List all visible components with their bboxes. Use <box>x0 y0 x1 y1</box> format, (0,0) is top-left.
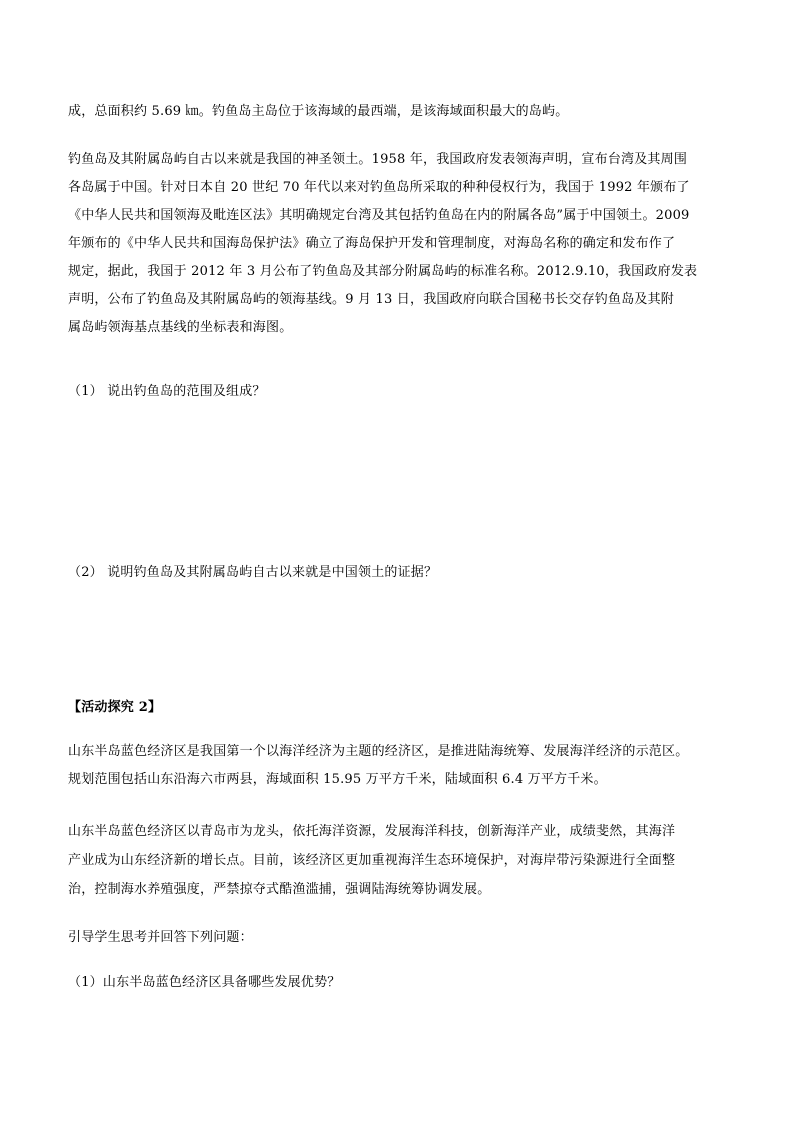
paragraph-2-line-5: 规定，据此，我国于 2012 年 3 月公布了钓鱼岛及其部分附属岛屿的标准名称。2012.9.10，我国政府发表 <box>68 264 698 279</box>
paragraph-2-line-2: 各岛属于中国。针对日本自 20 世纪 70 年代以来对钓鱼岛所采取的种种侵权行为，我国于 1992 年颁布了 <box>68 180 690 195</box>
paragraph-1-line-1: 成，总面积约 5.69 ㎞。钓鱼岛主岛位于该海域的最西端，是该海域面积最大的岛屿。 <box>68 104 569 119</box>
question-3: （1）山东半岛蓝色经济区具备哪些发展优势？ <box>68 975 341 990</box>
paragraph-4-line-2: 产业成为山东经济新的增长点。目前，该经济区更加重视海洋生态环境保护，对海岸带污染源进行全面整 <box>68 853 676 868</box>
guide-text: 引导学生思考并回答下列问题： <box>68 930 253 945</box>
paragraph-4-line-3: 治，控制海水养殖强度，严禁掠夺式酷渔滥捕，强调陆海统筹协调发展。 <box>68 882 491 897</box>
question-1: （1） 说出钓鱼岛的范围及组成？ <box>68 384 266 399</box>
paragraph-4-line-1: 山东半岛蓝色经济区以青岛市为龙头，依托海洋资源，发展海洋科技，创新海洋产业，成绩斐然，其海洋 <box>68 824 676 839</box>
paragraph-2-line-1: 钓鱼岛及其附属岛屿自古以来就是我国的神圣领土。1958 年，我国政府发表领海声明，宣布台湾及其周围 <box>68 152 688 167</box>
paragraph-2-line-4: 年颁布的《中华人民共和国海岛保护法》确立了海岛保护开发和管理制度，对海岛名称的确定和发布作了 <box>68 236 676 251</box>
activity-heading: 【活动探究 2】 <box>68 700 162 715</box>
paragraph-2-line-7: 属岛屿领海基点基线的坐标表和海图。 <box>68 320 293 335</box>
paragraph-2-line-6: 声明，公布了钓鱼岛及其附属岛屿的领海基线。9 月 13 日，我国政府向联合国秘书长交存钓鱼岛及其附 <box>68 292 675 307</box>
question-2: （2） 说明钓鱼岛及其附属岛屿自古以来就是中国领土的证据？ <box>68 565 438 580</box>
paragraph-3-line-1: 山东半岛蓝色经济区是我国第一个以海洋经济为主题的经济区，是推进陆海统筹、发展海洋经济的示范区。 <box>68 744 689 759</box>
paragraph-2-line-3: 《中华人民共和国领海及毗连区法》其明确规定台湾及其包括钓鱼岛在内的附属各岛”属于中国领土。2009 <box>68 208 690 223</box>
paragraph-3-line-2: 规划范围包括山东沿海六市两县，海域面积 15.95 万平方千米，陆域面积 6.4 万平方千米。 <box>68 772 607 787</box>
